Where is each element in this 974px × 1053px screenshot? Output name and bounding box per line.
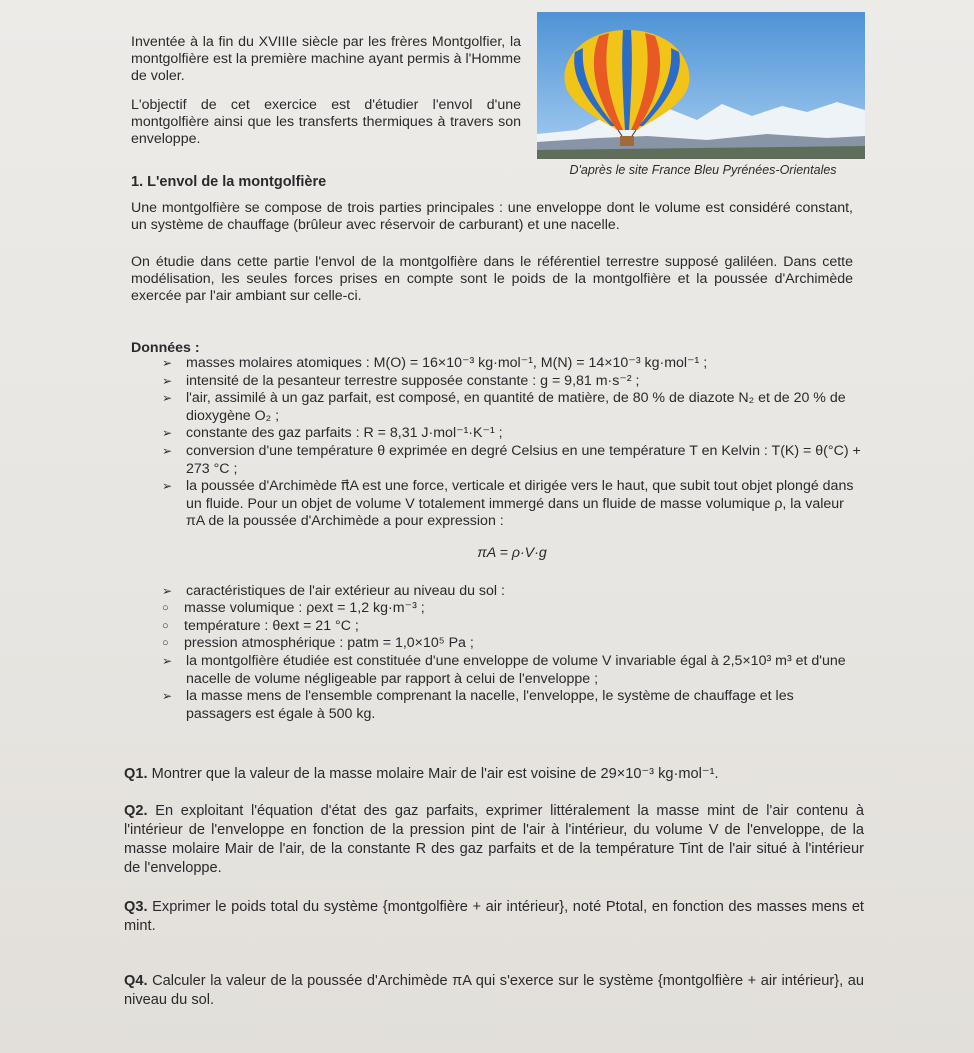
data-item-total-mass: ➢ la masse mens de l'ensemble comprenant la nacelle, l'enveloppe, le système de chauffage et les passagers est égale à 500 kg.: [162, 688, 862, 723]
balloon-basket: [620, 136, 634, 146]
data-item-temperature-conversion: ➢ conversion d'une température θ exprimée en degré Celsius en une température T en Kelvin : T(K) = θ(°C) + 273 °C ;: [162, 443, 862, 478]
sub-item-pressure: ○ pression atmosphérique : patm = 1,0×10⁵ Pa ;: [162, 635, 862, 653]
outside-air-sublist: [162, 600, 862, 653]
question-1: [124, 765, 864, 784]
data-item-envelope-volume: ➢ la montgolfière étudiée est constituée d'une enveloppe de volume V invariable égal à 2,5×10³ m³ et d'une nacelle de volume négligeable par rapport à celui de l'enveloppe ;: [162, 653, 862, 688]
question-label: Q3.: [124, 899, 148, 915]
section-paragraph-1: Une montgolfière se compose de trois parties principales : une enveloppe dont le volume est considéré constant, un système de chauffage (brûleur avec réservoir de carburant) et une nacelle.: [131, 200, 853, 233]
sub-item-temperature: ○ température : θext = 21 °C ;: [162, 618, 862, 636]
data-item-air-composition: ➢ l'air, assimilé à un gaz parfait, est composé, en quantité de matière, de 80 % de diazote N₂ et de 20 % de dioxygène O₂ ;: [162, 390, 862, 425]
question-text: Exprimer le poids total du système {montgolfière + air intérieur}, noté Ptotal, en fonction des masses mens et mint.: [124, 899, 864, 934]
question-label: Q1.: [124, 766, 148, 782]
question-text: Calculer la valeur de la poussée d'Archimède πA qui s'exerce sur le système {montgolfière + air intérieur}, au niveau du sol.: [124, 973, 864, 1008]
question-3: [124, 898, 864, 936]
section-title: 1. L'envol de la montgolfière: [131, 174, 327, 190]
archimedes-formula: πA = ρ·V·g: [477, 544, 547, 561]
question-text: En exploitant l'équation d'état des gaz parfaits, exprimer littéralement la masse mint de l'air contenu à l'intérieur de l'enveloppe en fonction de la pression pint de l'air à l'intérieur, du volume V de l'enveloppe, de la masse molaire Mair de l'air, de la constante R des gaz parfaits et de la température Tint de l'air situé à l'intérieur de l'enveloppe.: [124, 803, 864, 876]
data-item-outside-air: ➢ caractéristiques de l'air extérieur au niveau du sol :: [162, 583, 862, 601]
data-item-gas-constant: ➢ constante des gaz parfaits : R = 8,31 J·mol⁻¹·K⁻¹ ;: [162, 425, 862, 443]
sub-item-density: ○ masse volumique : ρext = 1,2 kg·m⁻³ ;: [162, 600, 862, 618]
data-item-gravity: ➢ intensité de la pesanteur terrestre supposée constante : g = 9,81 m·s⁻² ;: [162, 373, 862, 391]
data-item-archimedes: ➢ la poussée d'Archimède π⃗A est une force, verticale et dirigée vers le haut, que subit tout objet plongé dans un fluide. Pour un objet de volume V totalement immergé dans un fluide de masse volumique ρ, la valeur πA de la poussée d'Archimède a pour expression :: [162, 478, 862, 531]
intro-text: [131, 34, 521, 160]
question-text: Montrer que la valeur de la masse molaire Mair de l'air est voisine de 29×10⁻³ kg·mol⁻¹.: [147, 766, 719, 782]
question-4: [124, 972, 864, 1010]
data-heading: Données :: [131, 340, 200, 356]
data-item-molar-mass: ➢ masses molaires atomiques : M(O) = 16×10⁻³ kg·mol⁻¹, M(N) = 14×10⁻³ kg·mol⁻¹ ;: [162, 355, 862, 373]
question-label: Q2.: [124, 803, 148, 819]
hot-air-balloon-photo: [537, 12, 865, 159]
question-label: Q4.: [124, 973, 148, 989]
section-paragraph-2: On étudie dans cette partie l'envol de la montgolfière dans le référentiel terrestre supposé galiléen. Dans cette modélisation, les seules forces prises en compte sont le poids de la montgolfière et la poussée d'Archimède exercée par l'air ambiant sur celle-ci.: [131, 254, 853, 304]
question-2: [124, 802, 864, 878]
intro-paragraph-1: Inventée à la fin du XVIIIe siècle par les frères Montgolfier, la montgolfière est la première machine ayant permis à l'Homme de voler.: [131, 34, 521, 84]
image-caption: D'après le site France Bleu Pyrénées-Orientales: [569, 163, 837, 177]
intro-paragraph-2: L'objectif de cet exercice est d'étudier l'envol d'une montgolfière ainsi que les transferts thermiques à travers son enveloppe.: [131, 97, 521, 147]
data-list: [162, 355, 862, 723]
